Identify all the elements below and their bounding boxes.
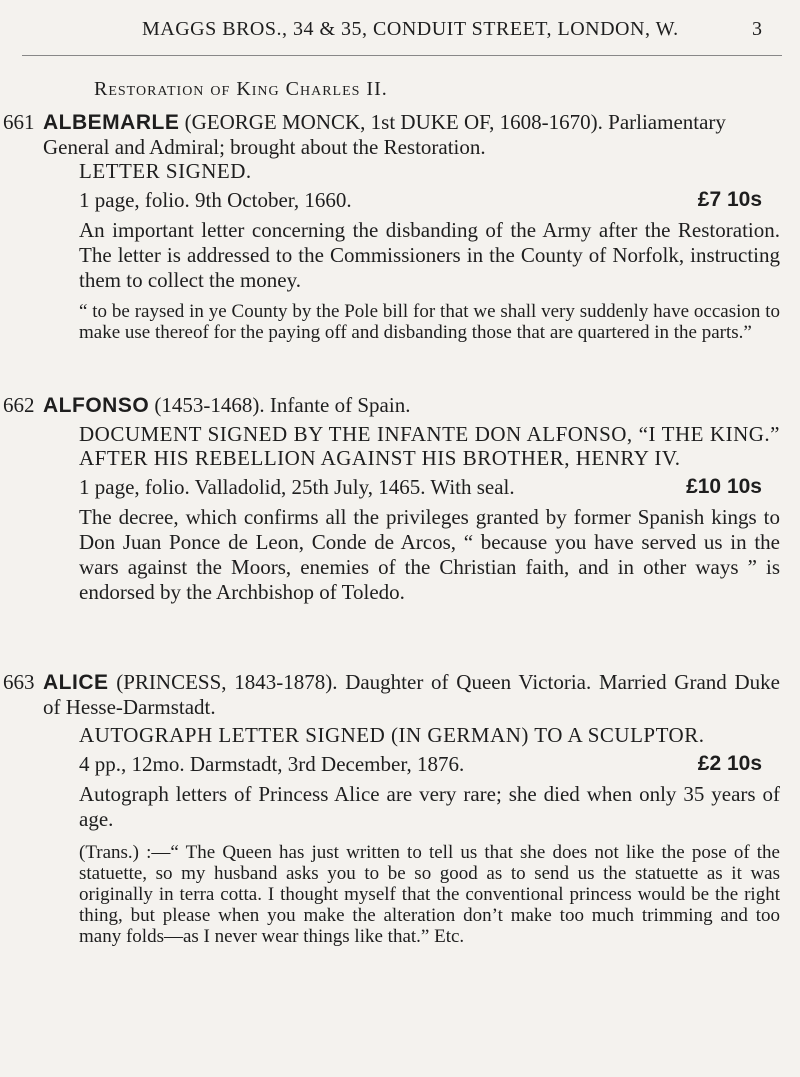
header-text: MAGGS BROS., 34 & 35, CONDUIT STREET, LONDON, W.	[142, 18, 679, 40]
header-rule	[22, 55, 782, 56]
page-number: 3	[752, 18, 763, 40]
entry-name: ALICE	[43, 671, 109, 694]
item-quote: (Trans.) :—“ The Queen has just written to tell us that she does not like the pose of the statuette, so my husband asks you to be so good as to send us the statuette as it was originally in terra cotta. I thought myself that the conventional princess would be the right thing, but please when you make the alteration don’t make too much trimming and too many folds—as I never wear things like that.” Etc.	[79, 842, 780, 947]
item-title: AUTOGRAPH LETTER SIGNED (IN GERMAN) TO A SCULPTOR.	[79, 723, 705, 747]
entry-name: ALBEMARLE	[43, 111, 180, 134]
lot-number: 661	[3, 110, 35, 134]
lot-number: 663	[3, 670, 35, 694]
entry-description: (1453-1468). Infante of Spain.	[149, 393, 411, 417]
entry-description: (GEORGE MONCK, 1st DUKE OF, 1608-1670). Parliamentary General and Admiral; brought about the Restoration.	[43, 110, 726, 159]
price: £7 10s	[697, 188, 762, 211]
entry-body	[43, 670, 780, 947]
entry-body	[43, 110, 780, 343]
lot-number: 662	[3, 393, 35, 417]
item-title: LETTER SIGNED.	[79, 159, 252, 183]
item-details: 4 pp., 12mo. Darmstadt, 3rd December, 1876.	[79, 752, 465, 776]
item-details: 1 page, folio. 9th October, 1660.	[79, 188, 352, 212]
price: £2 10s	[697, 752, 762, 775]
price: £10 10s	[686, 475, 762, 498]
entry-name: ALFONSO	[43, 394, 150, 417]
item-note: The decree, which confirms all the privileges granted by former Spanish kings to Don Juan Ponce de Leon, Conde de Arcos, “ because you have served us in the wars against the Moors, enemies of the Christian faith, and in other ways ” is endorsed by the Archbishop of Toledo.	[79, 505, 780, 604]
entry-body	[43, 393, 780, 605]
entry-description: (PRINCESS, 1843-1878). Daughter of Queen Victoria. Married Grand Duke of Hesse-Darmstadt.	[43, 670, 780, 719]
item-note: Autograph letters of Princess Alice are very rare; she died when only 35 years of age.	[79, 782, 780, 831]
section-title: Restoration of King Charles II.	[94, 78, 388, 100]
item-details: 1 page, folio. Valladolid, 25th July, 1465. With seal.	[79, 475, 515, 499]
item-title: DOCUMENT SIGNED BY THE INFANTE DON ALFONSO, “I THE KING.” AFTER HIS REBELLION AGAINST HIS BROTHER, HENRY IV.	[79, 422, 780, 470]
item-note: An important letter concerning the disbanding of the Army after the Restoration. The letter is addressed to the Commissioners in the County of Norfolk, instructing them to collect the money.	[79, 218, 780, 292]
item-quote: “ to be raysed in ye County by the Pole bill for that we shall very suddenly have occasion to make use thereof for the paying off and disbanding those that are quartered in the parts.”	[79, 301, 780, 343]
